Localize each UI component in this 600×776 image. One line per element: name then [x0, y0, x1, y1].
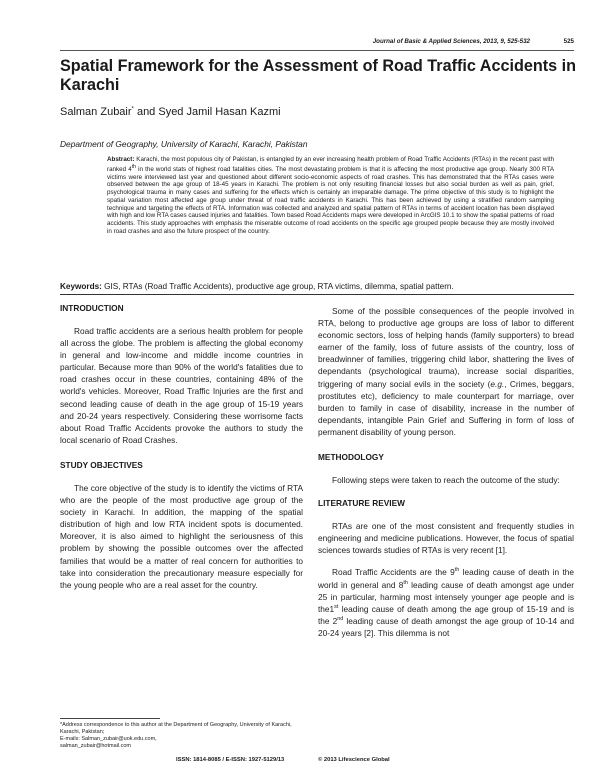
footnote-line-1: *Address correspondence to this author at the Department of Geography, University of Karachi, Karachi, Pakistan; [60, 722, 292, 735]
literature-paragraph-1: RTAs are one of the most consistent and frequently studies in engineering and medicine publications. However, the focus of spatial sciences towards studies of RTAs is very recent [1]. [318, 521, 574, 556]
methodology-heading: METHODOLOGY [318, 452, 384, 463]
consequences-text: Some of the possible consequences of the people involved in RTA, belong to productive age groups are loss of labor to different economic sectors, loss of helping hands (family supporters) to bread earner of the family, loss of future assists of the country, loss of breadwinner of families, triggering child labor, shattering the lives of dependants (psychological trauma), increase social disparities, triggering of many social evils in the society ( [318, 306, 574, 389]
abstract-sup: th [131, 163, 137, 170]
author-line [60, 106, 281, 118]
lit-text-e: leading cause of death amongst the age group of 10-14 and 20-24 years [2]. This dilemma is not [318, 615, 574, 638]
issn-footer: ISSN: 1814-8085 / E-ISSN: 1927-5129/13 [176, 757, 285, 763]
lit-sup-3: st [334, 603, 339, 610]
methodology-paragraph: Following steps were taken to reach the outcome of the study: [332, 475, 560, 486]
page-number: 525 [563, 38, 574, 45]
study-objectives-heading: STUDY OBJECTIVES [60, 459, 143, 470]
abstract [107, 156, 554, 236]
lit-sup-4: nd [337, 616, 344, 623]
lit-text-a: Road Traffic Accidents are the 9 [332, 567, 455, 578]
paper-title: Spatial Framework for the Assessment of Road Traffic Accidents in Karachi [60, 57, 577, 94]
running-header [60, 36, 574, 51]
footnote-divider [60, 718, 160, 719]
affiliation: Department of Geography, University of Karachi, Karachi, Pakistan [60, 139, 308, 149]
consequences-text-end: , Crimes, beggars, prostitutes etc), deficiency to male counterpart for marriage, over burden to family in case of disability, increase in the number of dependants, intangible Pain Grief and Suffering in form of loss of permanent disability of young person. [318, 378, 574, 437]
abstract-text-2: in the world stats of highest road fatalities cities. The most devastating problem is that it is affecting the most productive age group. Nearly 300 RTA victims were interviewed last year and questioned about different socio-economic aspects of road crashes. This has demonstrated that the RTAs cases were observed between the age group of 18-45 years in Karachi. The problem is not only resulting financial losses but also social burden as well as pain, grief, psychological trauma in many cases and suffering for the effects which is certainly an irreparable damage. The prime objective of this study is to highlight the spatial variation most affected age group under threat of road traffic accidents in Karachi. This has been achieved by using a stratified random sampling technique and targeting the effects of RTA. Information was collected and analyzed and spatial pattern of RTAs in terms of accident location has been displayed with high and low RTA cases caused injuries and fatalities. Town based Road Accidents maps were developed in ArcGIS 10.1 to show the spatial patterns of road accidents. This study approaches with emphasis the miserable outcome of road accidents on the specific age grouped people because they are mostly involved in road crashes and also the future prospect of the country. [107, 165, 554, 235]
lit-text-c: leading cause of death amongst age under 25 in particular, harming most intensely younger age people and is the1 [318, 579, 575, 614]
keywords-divider [60, 294, 574, 295]
footnote [60, 722, 310, 750]
literature-review-heading: LITERATURE REVIEW [318, 498, 405, 509]
abstract-text-1: Karachi, the most populous city of Pakistan, is entangled by an ever increasing health problem of Road Traffic Accidents (RTAs) in the recent past with ranked 4 [107, 156, 554, 173]
lit-text-d: leading cause of death among the age group of 15-19 and is the 2 [318, 603, 574, 626]
introduction-heading: INTRODUCTION [60, 303, 124, 313]
consequences-eg: e.g. [490, 378, 505, 389]
keywords-text: GIS, RTAs (Road Traffic Accidents), productive age group, RTA victims, dilemma, spatial pattern. [101, 282, 454, 291]
introduction-paragraph: Road traffic accidents are a serious health problem for people all across the globe. The problem is affecting the global economy in general and low-income and middle income countries in particular. Because more than 90% of the world's fatalities due to road crashes occur in these countries, containing 48% of the world's vehicles. Moreover, Road Traffic Injuries are the first and second leading cause of death in the age group of 15-19 years and 20-24 years respectively. Considering these worrisome facts about Road Traffic Accidents provoke the authors to study the local scenario of Road Crashes. [60, 326, 303, 445]
study-objectives-paragraph: The core objective of the study is to identify the victims of RTA who are the people of the most productive age group of the society in Karachi. In addition, the mapping of the spatial distribution of high and low RTA incident spots is documented. Moreover, it is also aimed to highlight the seriousness of this problem by showing the possible outcomes over the affected families that would be a matter of real concern for authorities to take into consideration the precautionary measure especially for the young people who are a real asset for the country. [60, 482, 303, 590]
footnote-line-2: E-mails: Salman_zubair@uok.edu.com, [60, 736, 157, 742]
keywords [60, 282, 580, 291]
copyright-footer: © 2013 Lifescience Global [318, 757, 390, 763]
right-column [318, 297, 574, 639]
lit-sup-2: th [403, 579, 408, 586]
lit-sup-1: th [454, 567, 460, 574]
keywords-label: Keywords: [60, 282, 102, 291]
journal-reference: Journal of Basic & Applied Sciences, 2013, 9, 525-532 [372, 38, 530, 45]
consequences-paragraph [318, 305, 574, 438]
author-first: Salman Zubair [60, 106, 132, 118]
footnote-line-3: salman_zubair@hotmail.com [60, 743, 132, 749]
literature-paragraph-2 [318, 566, 574, 639]
abstract-label: Abstract: [107, 156, 135, 163]
left-column [60, 297, 303, 591]
author-rest: and Syed Jamil Hasan Kazmi [133, 106, 281, 118]
lit-text-b: leading cause of death in the world in general and 8 [318, 567, 574, 590]
corresponding-mark: * [131, 106, 134, 113]
